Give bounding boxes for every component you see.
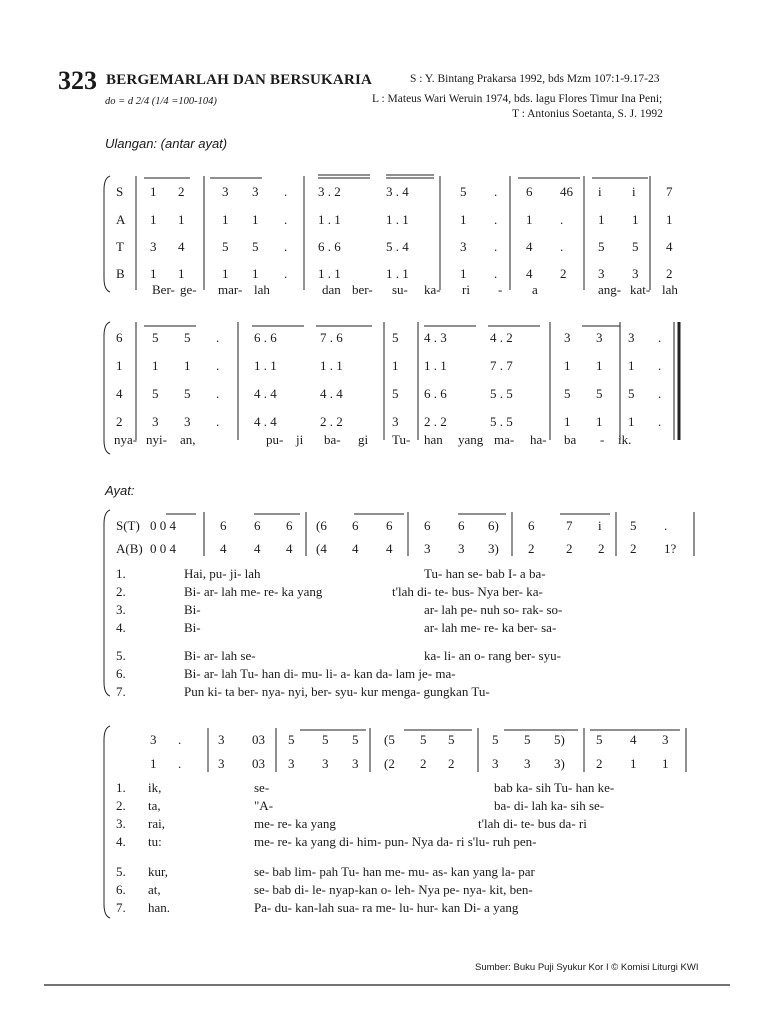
note-cell: 6 [220,518,227,533]
note-cell: 7 [666,184,673,199]
lyric-syllable: ba [564,432,577,447]
note-cell: 6 [386,518,393,533]
note-cell: 5 . 5 [490,414,513,429]
note-cell: 1 . 1 [386,212,409,227]
verse-lyric: tu: [148,834,162,849]
note-cell: 4 [220,541,227,556]
note-cell: 03 [252,732,265,747]
note-cell: . [284,266,288,281]
note-cell: 2 . 2 [320,414,343,429]
note-cell: 2 . 2 [424,414,447,429]
note-cell: 5 [632,239,639,254]
note-cell: 5 [596,386,603,401]
note-cell: . [658,414,662,429]
note-cell: 3 [392,414,399,429]
hymn-number: 323 [58,66,97,95]
note-cell: 1 . 1 [254,358,277,373]
note-cell: 3 [460,239,467,254]
lyric-syllable: Ber- [152,282,175,297]
note-cell: . [664,518,668,533]
note-cell: 5 [630,518,637,533]
note-cell: 1? [664,541,677,556]
verse-lyric: Pa- du- kan-lah sua- ra me- lu- hur- kan Di- a yang [254,900,519,915]
note-cell: 1 [252,266,259,281]
note-cell: 5 [152,386,159,401]
note-cell: 5 [152,330,159,345]
note-cell: . [494,212,498,227]
note-cell: 2 [566,541,573,556]
note-cell: 3 [184,414,191,429]
note-cell: 6 . 6 [424,386,447,401]
note-cell: 4 [526,266,533,281]
note-cell: 3) [554,756,565,771]
verse-number: 7. [116,900,126,915]
note-cell: 7 [566,518,573,533]
note-cell: A(B) [116,541,143,556]
note-cell: 3 [632,266,639,281]
note-cell: 4 . 4 [254,386,277,401]
note-cell: i [598,518,602,533]
note-cell: 5 [184,330,191,345]
lyric-syllable: - [600,432,605,447]
note-cell: 1 [666,212,673,227]
note-cell: 3 [352,756,359,771]
note-cell: 1 [596,414,603,429]
note-cell: 1 [460,212,467,227]
note-cell: 3 . 2 [318,184,341,199]
lyric-syllable: a [532,282,538,297]
note-cell: . [284,184,288,199]
note-cell: 3 [424,541,431,556]
note-cell: . [494,184,498,199]
note-cell: 5 [598,239,605,254]
note-cell: 6 . 6 [254,330,277,345]
note-cell: 6 [286,518,293,533]
note-cell: 3 [458,541,465,556]
note-cell: 6 [526,184,533,199]
lyric-syllable: nyi- [146,432,167,447]
verse-lyric: at, [148,882,161,897]
note-cell: 5 [628,386,635,401]
note-cell: 5 [184,386,191,401]
note-cell: . [216,414,220,429]
lyric-syllable: ba- [324,432,341,447]
note-cell: 0 0 4 [150,518,176,533]
verse-lyric: Pun ki- ta ber- nya- nyi, ber- syu- kur menga- gungkan Tu- [184,684,490,699]
verse-lyric: "A- [254,798,274,813]
note-cell: . [560,239,564,254]
verse-lyric: rai, [148,816,165,831]
note-cell: 1 [152,358,159,373]
source-footer: Sumber: Buku Puji Syukur Kor I © Komisi Liturgi KWI [475,962,699,973]
note-cell: 5 [322,732,329,747]
lyric-syllable: - [498,282,503,297]
note-cell: 5 [448,732,455,747]
note-cell: 4 [116,386,123,401]
voice-label-alto: A [116,212,126,227]
lyric-syllable: su- [392,282,408,297]
verse-lyric: ta, [148,798,161,813]
lyric-syllable: ber- [352,282,373,297]
note-cell: 5 [492,732,499,747]
note-cell: S(T) [116,518,140,533]
hymn-title: BERGEMARLAH DAN BERSUKARIA [106,72,373,88]
verse-lyric: se- bab lim- pah Tu- han me- mu- as- kan yang la- par [254,864,535,879]
verse-lyric: ba- di- lah ka- sih se- [494,798,605,813]
lyric-syllable: ma- [494,432,515,447]
note-cell: . [658,386,662,401]
note-cell: (4 [316,541,327,556]
note-cell: 6 [254,518,261,533]
note-cell: 5 [420,732,427,747]
verse-lyric: se- [254,780,270,795]
lyric-syllable: gi [358,432,369,447]
verse-lyric: me- re- ka yang [254,816,336,831]
note-cell: 3 [492,756,499,771]
note-cell: . [494,266,498,281]
note-cell: . [284,212,288,227]
note-cell: 3 [252,184,259,199]
note-cell: 1 [222,266,229,281]
lyric-syllable: lah [662,282,678,297]
note-cell: 2 [560,266,567,281]
note-cell: 2 [528,541,535,556]
note-cell: 3 [222,184,229,199]
note-cell: 5 . 5 [490,386,513,401]
note-cell: 3 [524,756,531,771]
note-cell: 5 . 4 [386,239,409,254]
verse-number: 5. [116,648,126,663]
note-cell: 1 . 1 [320,358,343,373]
lyric-syllable: mar- [218,282,243,297]
note-cell: 6) [488,518,499,533]
note-cell: 2 [596,756,603,771]
note-cell: 4 . 4 [254,414,277,429]
note-cell: 3 [662,732,669,747]
verse-lyric: Bi- ar- lah se- [184,648,256,663]
note-cell: (2 [384,756,395,771]
note-cell: 5 [222,239,229,254]
note-cell: 4 [286,541,293,556]
note-cell: 2 [116,414,123,429]
verse-lyric: han. [148,900,171,915]
note-cell: 1 [178,212,185,227]
verse-number: 2. [116,584,126,599]
note-cell: 4 . 4 [320,386,343,401]
note-cell: 1 . 1 [318,212,341,227]
note-cell: 4 [386,541,393,556]
voice-label-tenor: T [116,239,124,254]
verse-lyric: me- re- ka yang di- him- pun- Nya da- ri s'lu- ruh pen- [254,834,537,849]
lyric-syllable: yang [458,432,484,447]
lyric-syllable: ji [296,432,304,447]
voice-label-soprano: S [116,184,124,199]
note-cell: 5) [554,732,565,747]
note-cell: 1 [460,266,467,281]
note-cell: 1 [628,358,635,373]
note-cell: 5 [564,386,571,401]
note-cell: 1 [564,358,571,373]
note-cell: 4 [630,732,637,747]
note-cell: 7 . 6 [320,330,343,345]
note-cell: 6 [458,518,465,533]
verse-number: 3. [116,816,126,831]
note-cell: 1 . 1 [424,358,447,373]
note-cell: 1 [628,414,635,429]
note-cell: 3 [596,330,603,345]
note-cell: . [178,756,182,771]
note-cell: . [216,358,220,373]
note-cell: 3 [628,330,635,345]
verse-number: 1. [116,566,126,581]
verse-number: 7. [116,684,126,699]
note-cell: 4 [178,239,185,254]
note-cell: 3 [218,756,225,771]
verse-lyric: bab ka- sih Tu- han ke- [494,780,615,795]
note-cell: 1 . 1 [318,266,341,281]
lyric-syllable: han [424,432,443,447]
note-cell: 3 [152,414,159,429]
note-cell: 2 [420,756,427,771]
note-cell: 1 [598,212,605,227]
note-cell: 3 [564,330,571,345]
note-cell: (6 [316,518,327,533]
note-cell: 3 [288,756,295,771]
note-cell: 4 [254,541,261,556]
note-cell: 5 [392,386,399,401]
lyric-syllable: Tu- [392,432,411,447]
note-cell: 1 [632,212,639,227]
note-cell: . [494,239,498,254]
note-cell: 6 [424,518,431,533]
note-cell: 6 [528,518,535,533]
note-cell: 5 [288,732,295,747]
lyric-syllable: pu- [266,432,284,447]
note-cell: . [658,330,662,345]
verse-lyric: ik, [148,780,162,795]
note-cell: 2 [630,541,637,556]
lyric-syllable: ang- [598,282,622,297]
note-cell: 1 [564,414,571,429]
verse-number: 5. [116,864,126,879]
note-cell: 4 [666,239,673,254]
lyric-syllable: lah [254,282,270,297]
note-cell: 2 [666,266,673,281]
note-cell: . [178,732,182,747]
note-cell: 4 . 3 [424,330,447,345]
note-cell: 5 [460,184,467,199]
verse-lyric: ar- lah pe- nuh so- rak- so- [424,602,563,617]
verse-lyric: ar- lah me- re- ka ber- sa- [424,620,557,635]
note-cell: 7 . 7 [490,358,513,373]
note-cell: 1 [150,184,157,199]
credit-text: T : Antonius Soetanta, S. J. 1992 [512,108,663,120]
note-cell: 3 [322,756,329,771]
note-cell: 03 [252,756,265,771]
note-cell: 1 [150,212,157,227]
note-cell: 1 [178,266,185,281]
note-cell: 2 [178,184,185,199]
note-cell: i [598,184,602,199]
note-cell: . [284,239,288,254]
verse-number: 3. [116,602,126,617]
note-cell: . [658,358,662,373]
note-cell: . [560,212,564,227]
note-cell: 46 [560,184,573,199]
note-cell: 1 [662,756,669,771]
lyric-syllable: ik. [618,432,632,447]
verse-lyric: Hai, pu- ji- lah [184,566,261,581]
note-cell: . [216,386,220,401]
credit-source: S : Y. Bintang Prakarsa 1992, bds Mzm 107:1-9.17-23 [410,73,660,85]
verse-lyric: ka- li- an o- rang ber- syu- [424,648,561,663]
verse-lyric: Tu- han se- bab I- a ba- [424,566,546,581]
note-cell: 2 [448,756,455,771]
note-cell: (5 [384,732,395,747]
note-cell: 4 [526,239,533,254]
note-cell: 6 [116,330,123,345]
verse-number: 1. [116,780,126,795]
note-cell: 1 [150,266,157,281]
note-cell: 5 [252,239,259,254]
tempo-marking: do = d 2/4 (1/4 =100-104) [105,96,217,107]
note-cell: 0 0 4 [150,541,176,556]
lyric-syllable: ri [462,282,470,297]
note-cell: 6 . 6 [318,239,341,254]
verse-number: 2. [116,798,126,813]
refrain-label: Ulangan: (antar ayat) [105,136,228,151]
note-cell: . [216,330,220,345]
note-cell: i [632,184,636,199]
lyric-syllable: ha- [530,432,547,447]
note-cell: 1 [252,212,259,227]
lyric-syllable: ka- [424,282,441,297]
note-cell: 1 [150,756,157,771]
note-cell: 3 [150,239,157,254]
note-cell: 2 [598,541,605,556]
note-cell: 1 [596,358,603,373]
verse-lyric: se- bab di- le- nyap-kan o- leh- Nya pe- nya- kit, ben- [254,882,533,897]
note-cell: 3) [488,541,499,556]
verse-number: 6. [116,882,126,897]
verse-lyric: kur, [148,864,169,879]
note-cell: 1 [392,358,399,373]
lyric-syllable: kat- [630,282,651,297]
verse-number: 4. [116,834,126,849]
verse-lyric: Bi- [184,602,201,617]
note-cell: 4 . 2 [490,330,513,345]
note-cell: 3 . 4 [386,184,409,199]
note-cell: 5 [392,330,399,345]
note-cell: 5 [352,732,359,747]
note-cell: 3 [218,732,225,747]
note-cell: 1 . 1 [386,266,409,281]
verse-lyric: t'lah di- te- bus da- ri [478,816,587,831]
note-cell: 5 [524,732,531,747]
note-cell: 1 [116,358,123,373]
verse-lyric: Bi- [184,620,201,635]
note-cell: 3 [598,266,605,281]
note-cell: 5 [596,732,603,747]
lyric-syllable: an, [180,432,196,447]
credit-melody: L : Mateus Wari Weruin 1974, bds. lagu Flores Timur Ina Peni; [372,93,663,105]
note-cell: 4 [352,541,359,556]
note-cell: 1 [630,756,637,771]
verse-number: 4. [116,620,126,635]
verse-lyric: Bi- ar- lah Tu- han di- mu- li- a- kan da- lam je- ma- [184,666,456,681]
lyric-syllable: dan [322,282,341,297]
verse-lyric: Bi- ar- lah me- re- ka yang [184,584,323,599]
note-cell: 1 [526,212,533,227]
verse-number: 6. [116,666,126,681]
note-cell: 1 [184,358,191,373]
voice-label-bass: B [116,266,125,281]
note-cell: 3 [150,732,157,747]
lyric-syllable: ge- [180,282,197,297]
note-cell: 1 [222,212,229,227]
note-cell: 6 [352,518,359,533]
verse-lyric: t'lah di- te- bus- Nya ber- ka- [392,584,543,599]
verse-label: Ayat: [105,483,135,498]
lyric-syllable: nya- [114,432,138,447]
